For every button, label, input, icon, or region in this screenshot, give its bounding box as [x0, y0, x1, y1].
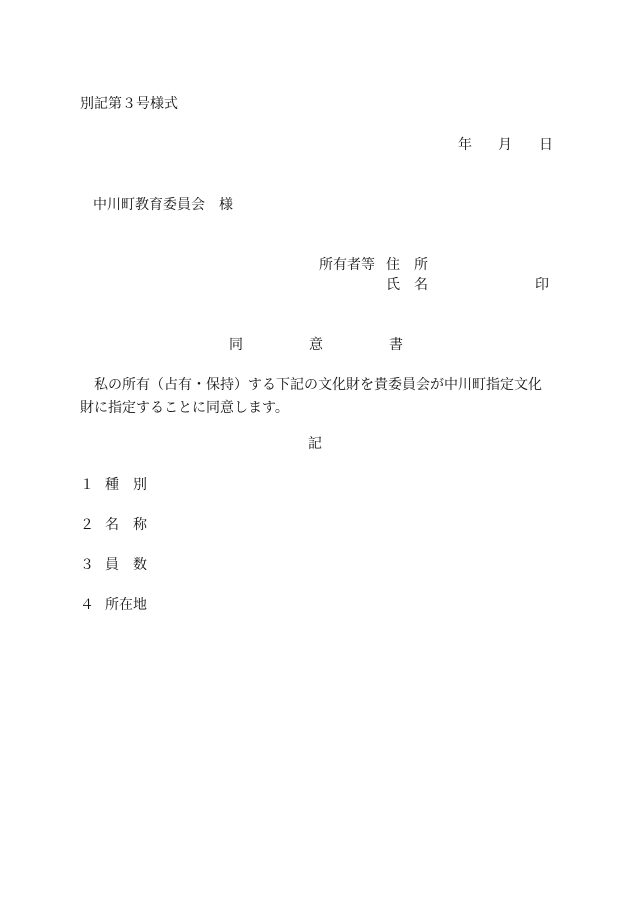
consent-statement: 私の所有（占有・保持）する下記の文化財を貴委員会が中川町指定文化財に指定することに同意します。 [80, 377, 542, 416]
title-char-2: 意 [309, 337, 323, 353]
item-label-location: 所在地 [105, 597, 147, 613]
date-year-label: 年 [458, 137, 472, 153]
item-number: ２ [80, 517, 94, 533]
seal-mark: 印 [535, 277, 549, 293]
item-number: １ [80, 477, 94, 493]
title-char-3: 書 [389, 337, 403, 353]
item-label-count: 員 数 [105, 557, 147, 573]
applicant-role-label: 所有者等 [319, 257, 375, 273]
name-label: 氏 名 [386, 277, 428, 293]
item-number: ４ [80, 597, 94, 613]
item-label-type: 種 別 [105, 477, 147, 493]
addressee: 中川町教育委員会 様 [93, 197, 233, 213]
item-label-name: 名 称 [105, 517, 147, 533]
title-char-1: 同 [229, 337, 243, 353]
item-number: ３ [80, 557, 94, 573]
form-label: 別記第３号様式 [80, 96, 178, 112]
address-label: 住 所 [386, 257, 428, 273]
date-month-label: 月 [498, 137, 512, 153]
ki-heading: 記 [308, 436, 322, 452]
date-day-label: 日 [539, 137, 553, 153]
